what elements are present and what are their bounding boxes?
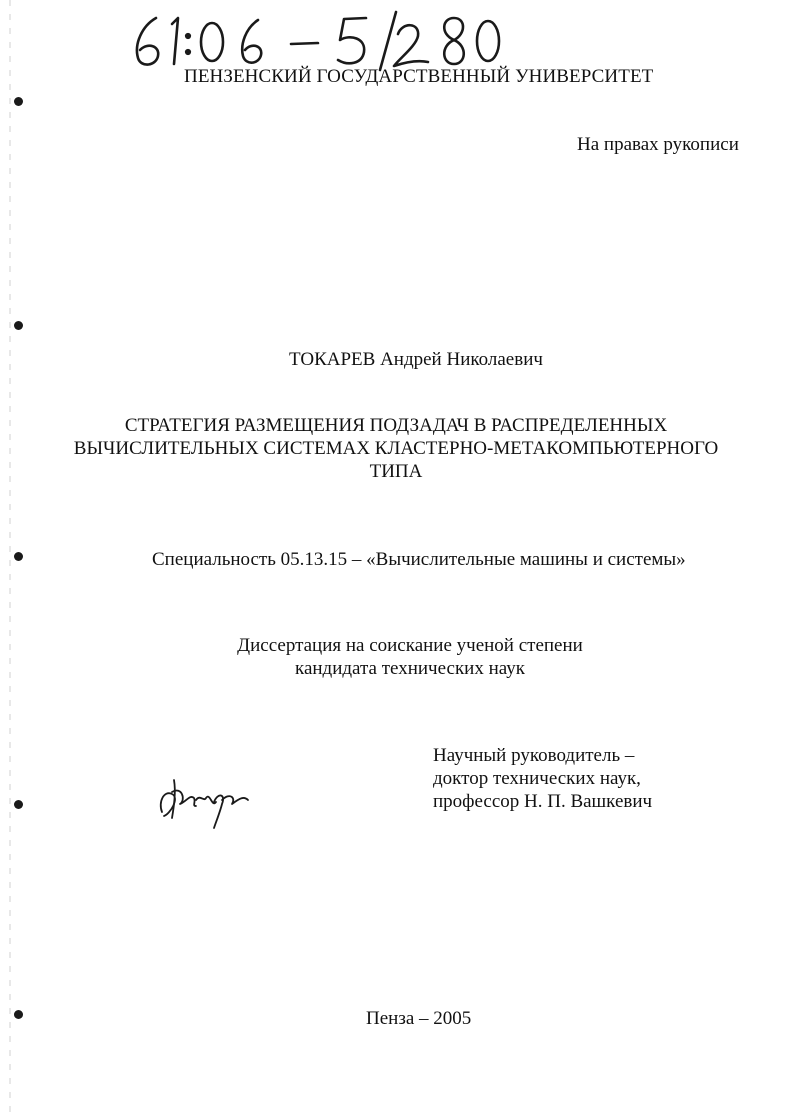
advisor-label: Научный руководитель – — [433, 745, 635, 766]
binder-hole-mark — [14, 552, 23, 561]
city-year: Пенза – 2005 — [366, 1008, 472, 1029]
author-name: ТОКАРЕВ Андрей Николаевич — [289, 349, 543, 370]
binder-hole-mark — [14, 1010, 23, 1019]
binder-hole-mark — [14, 800, 23, 809]
scan-edge-shadow — [9, 0, 11, 1114]
dissertation-title-line: СТРАТЕГИЯ РАЗМЕЩЕНИЯ ПОДЗАДАЧ В РАСПРЕДЕЛЕННЫХ — [124, 415, 668, 436]
binder-hole-mark — [14, 321, 23, 330]
binder-hole-mark — [14, 97, 23, 106]
manuscript-note: На правах рукописи — [577, 134, 739, 155]
advisor-name: профессор Н. П. Вашкевич — [433, 791, 653, 812]
dissertation-title-line: ТИПА — [369, 461, 423, 482]
handwritten-archive-code — [128, 10, 508, 72]
advisor-degree: доктор технических наук, — [433, 768, 641, 789]
specialty-line: Специальность 05.13.15 – «Вычислительные машины и системы» — [152, 549, 686, 570]
university-name: ПЕНЗЕНСКИЙ ГОСУДАРСТВЕННЫЙ УНИВЕРСИТЕТ — [184, 66, 654, 87]
degree-line: Диссертация на соискание ученой степени — [237, 635, 583, 656]
author-signature — [156, 772, 252, 832]
dissertation-title-line: ВЫЧИСЛИТЕЛЬНЫХ СИСТЕМАХ КЛАСТЕРНО-МЕТАКОМПЬЮТЕРНОГО — [73, 438, 719, 459]
degree-line: кандидата технических наук — [295, 658, 525, 679]
